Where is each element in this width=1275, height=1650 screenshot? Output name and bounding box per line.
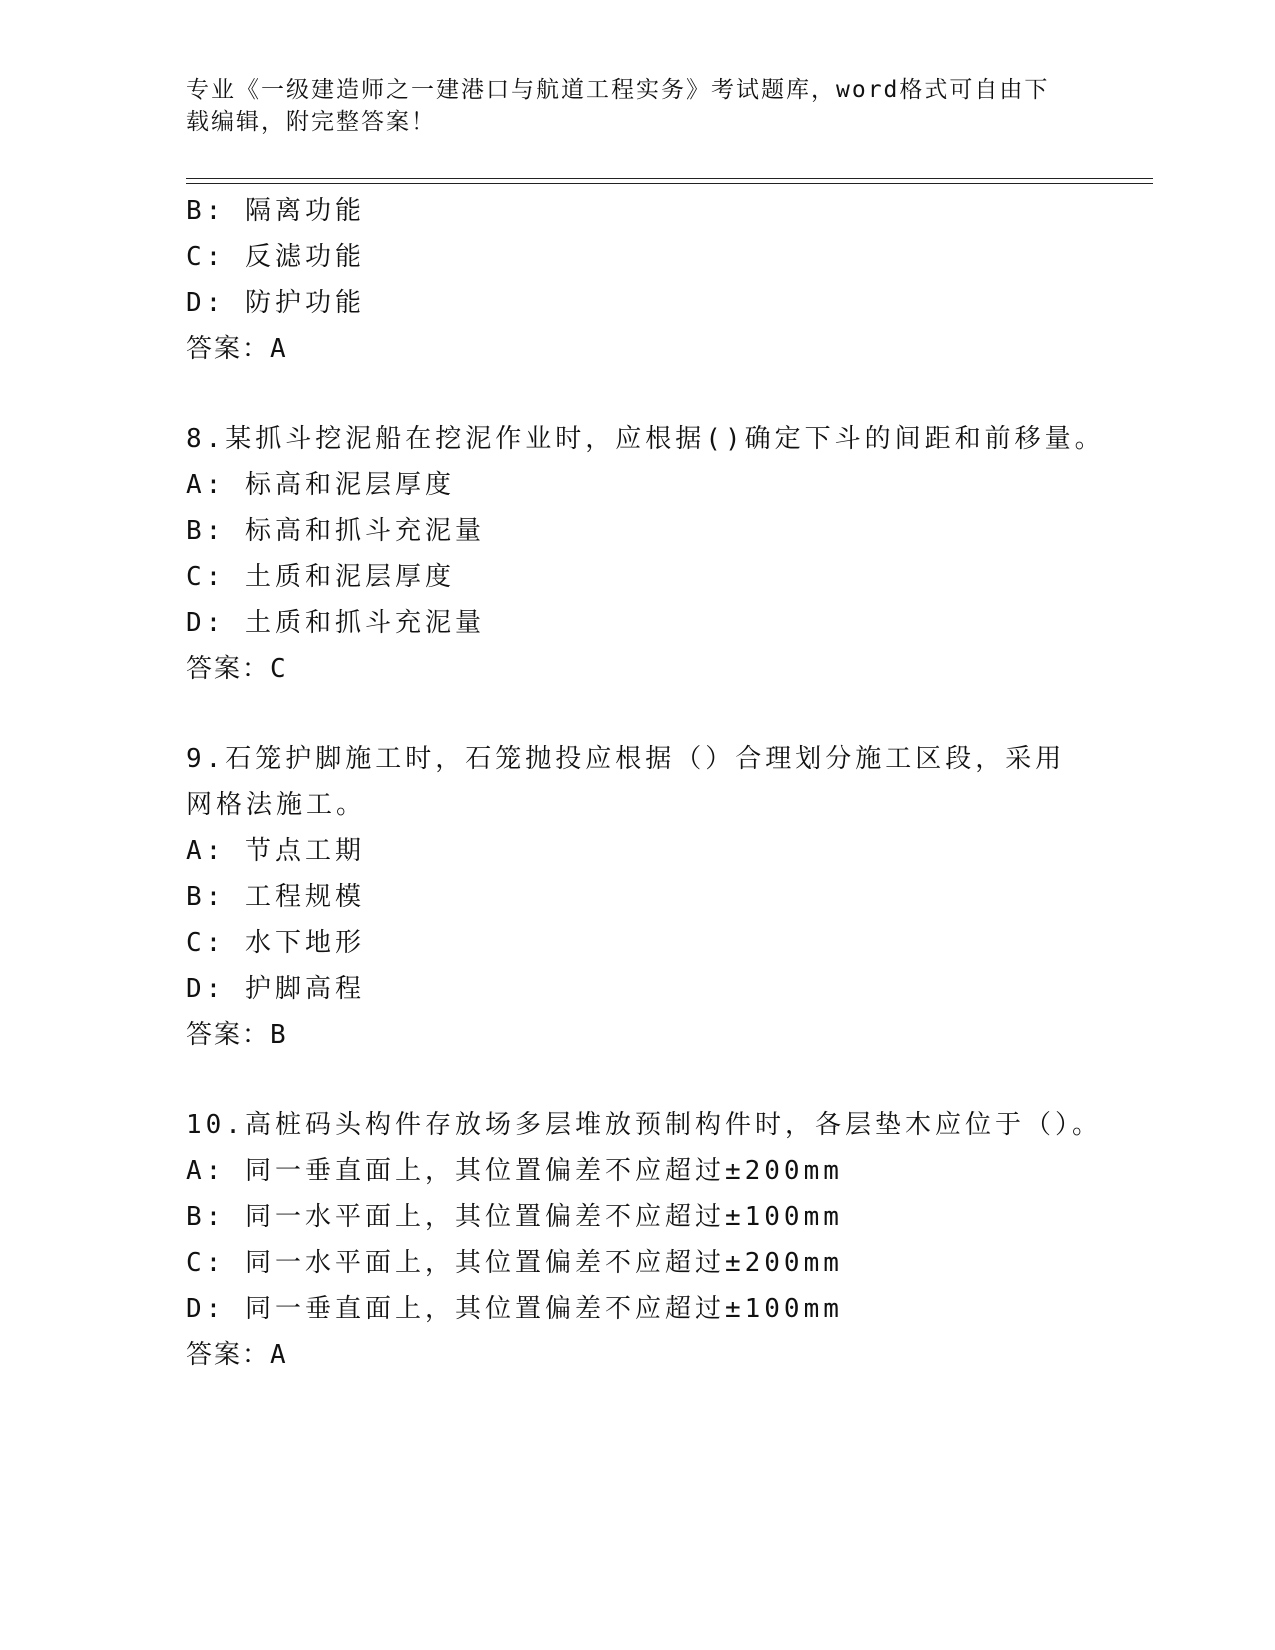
- option-c: C: 水下地形: [186, 928, 365, 958]
- question-9: [186, 736, 1086, 1058]
- previous-question-tail: [186, 188, 1086, 372]
- option-b: B: 隔离功能: [186, 196, 365, 226]
- option-b: B: 工程规模: [186, 882, 365, 912]
- option-a: A: 标高和泥层厚度: [186, 470, 455, 500]
- question-list: [186, 188, 1105, 1378]
- option-d: D: 防护功能: [186, 288, 365, 318]
- answer: 答案：C: [186, 654, 288, 684]
- answer: 答案：A: [186, 334, 288, 364]
- answer: 答案：B: [186, 1020, 288, 1050]
- option-c: C: 同一水平面上，其位置偏差不应超过±200mm: [186, 1248, 843, 1278]
- question-stem: 10.高桩码头构件存放场多层堆放预制构件时，各层垫木应位于（）。: [186, 1110, 1102, 1140]
- answer: 答案：A: [186, 1340, 288, 1370]
- option-b: B: 同一水平面上，其位置偏差不应超过±100mm: [186, 1202, 843, 1232]
- option-d: D: 同一垂直面上，其位置偏差不应超过±100mm: [186, 1294, 843, 1324]
- question-10: [186, 1102, 1102, 1378]
- question-8: [186, 416, 1105, 692]
- question-stem: 9.石笼护脚施工时，石笼抛投应根据（）合理划分施工区段，采用网格法施工。: [186, 744, 1066, 820]
- option-a: A: 节点工期: [186, 836, 365, 866]
- question-stem: 8.某抓斗挖泥船在挖泥作业时，应根据()确定下斗的间距和前移量。: [186, 424, 1105, 454]
- option-c: C: 土质和泥层厚度: [186, 562, 455, 592]
- option-c: C: 反滤功能: [186, 242, 365, 272]
- option-a: A: 同一垂直面上，其位置偏差不应超过±200mm: [186, 1156, 843, 1186]
- header-rule-top: [186, 178, 1153, 179]
- header-rule-bottom: [186, 183, 1153, 184]
- document-header: 专业《一级建造师之一建港口与航道工程实务》考试题库，word格式可自由下载编辑，附完整答案！: [186, 77, 1050, 135]
- option-d: D: 护脚高程: [186, 974, 365, 1004]
- option-b: B: 标高和抓斗充泥量: [186, 516, 485, 546]
- option-d: D: 土质和抓斗充泥量: [186, 608, 485, 638]
